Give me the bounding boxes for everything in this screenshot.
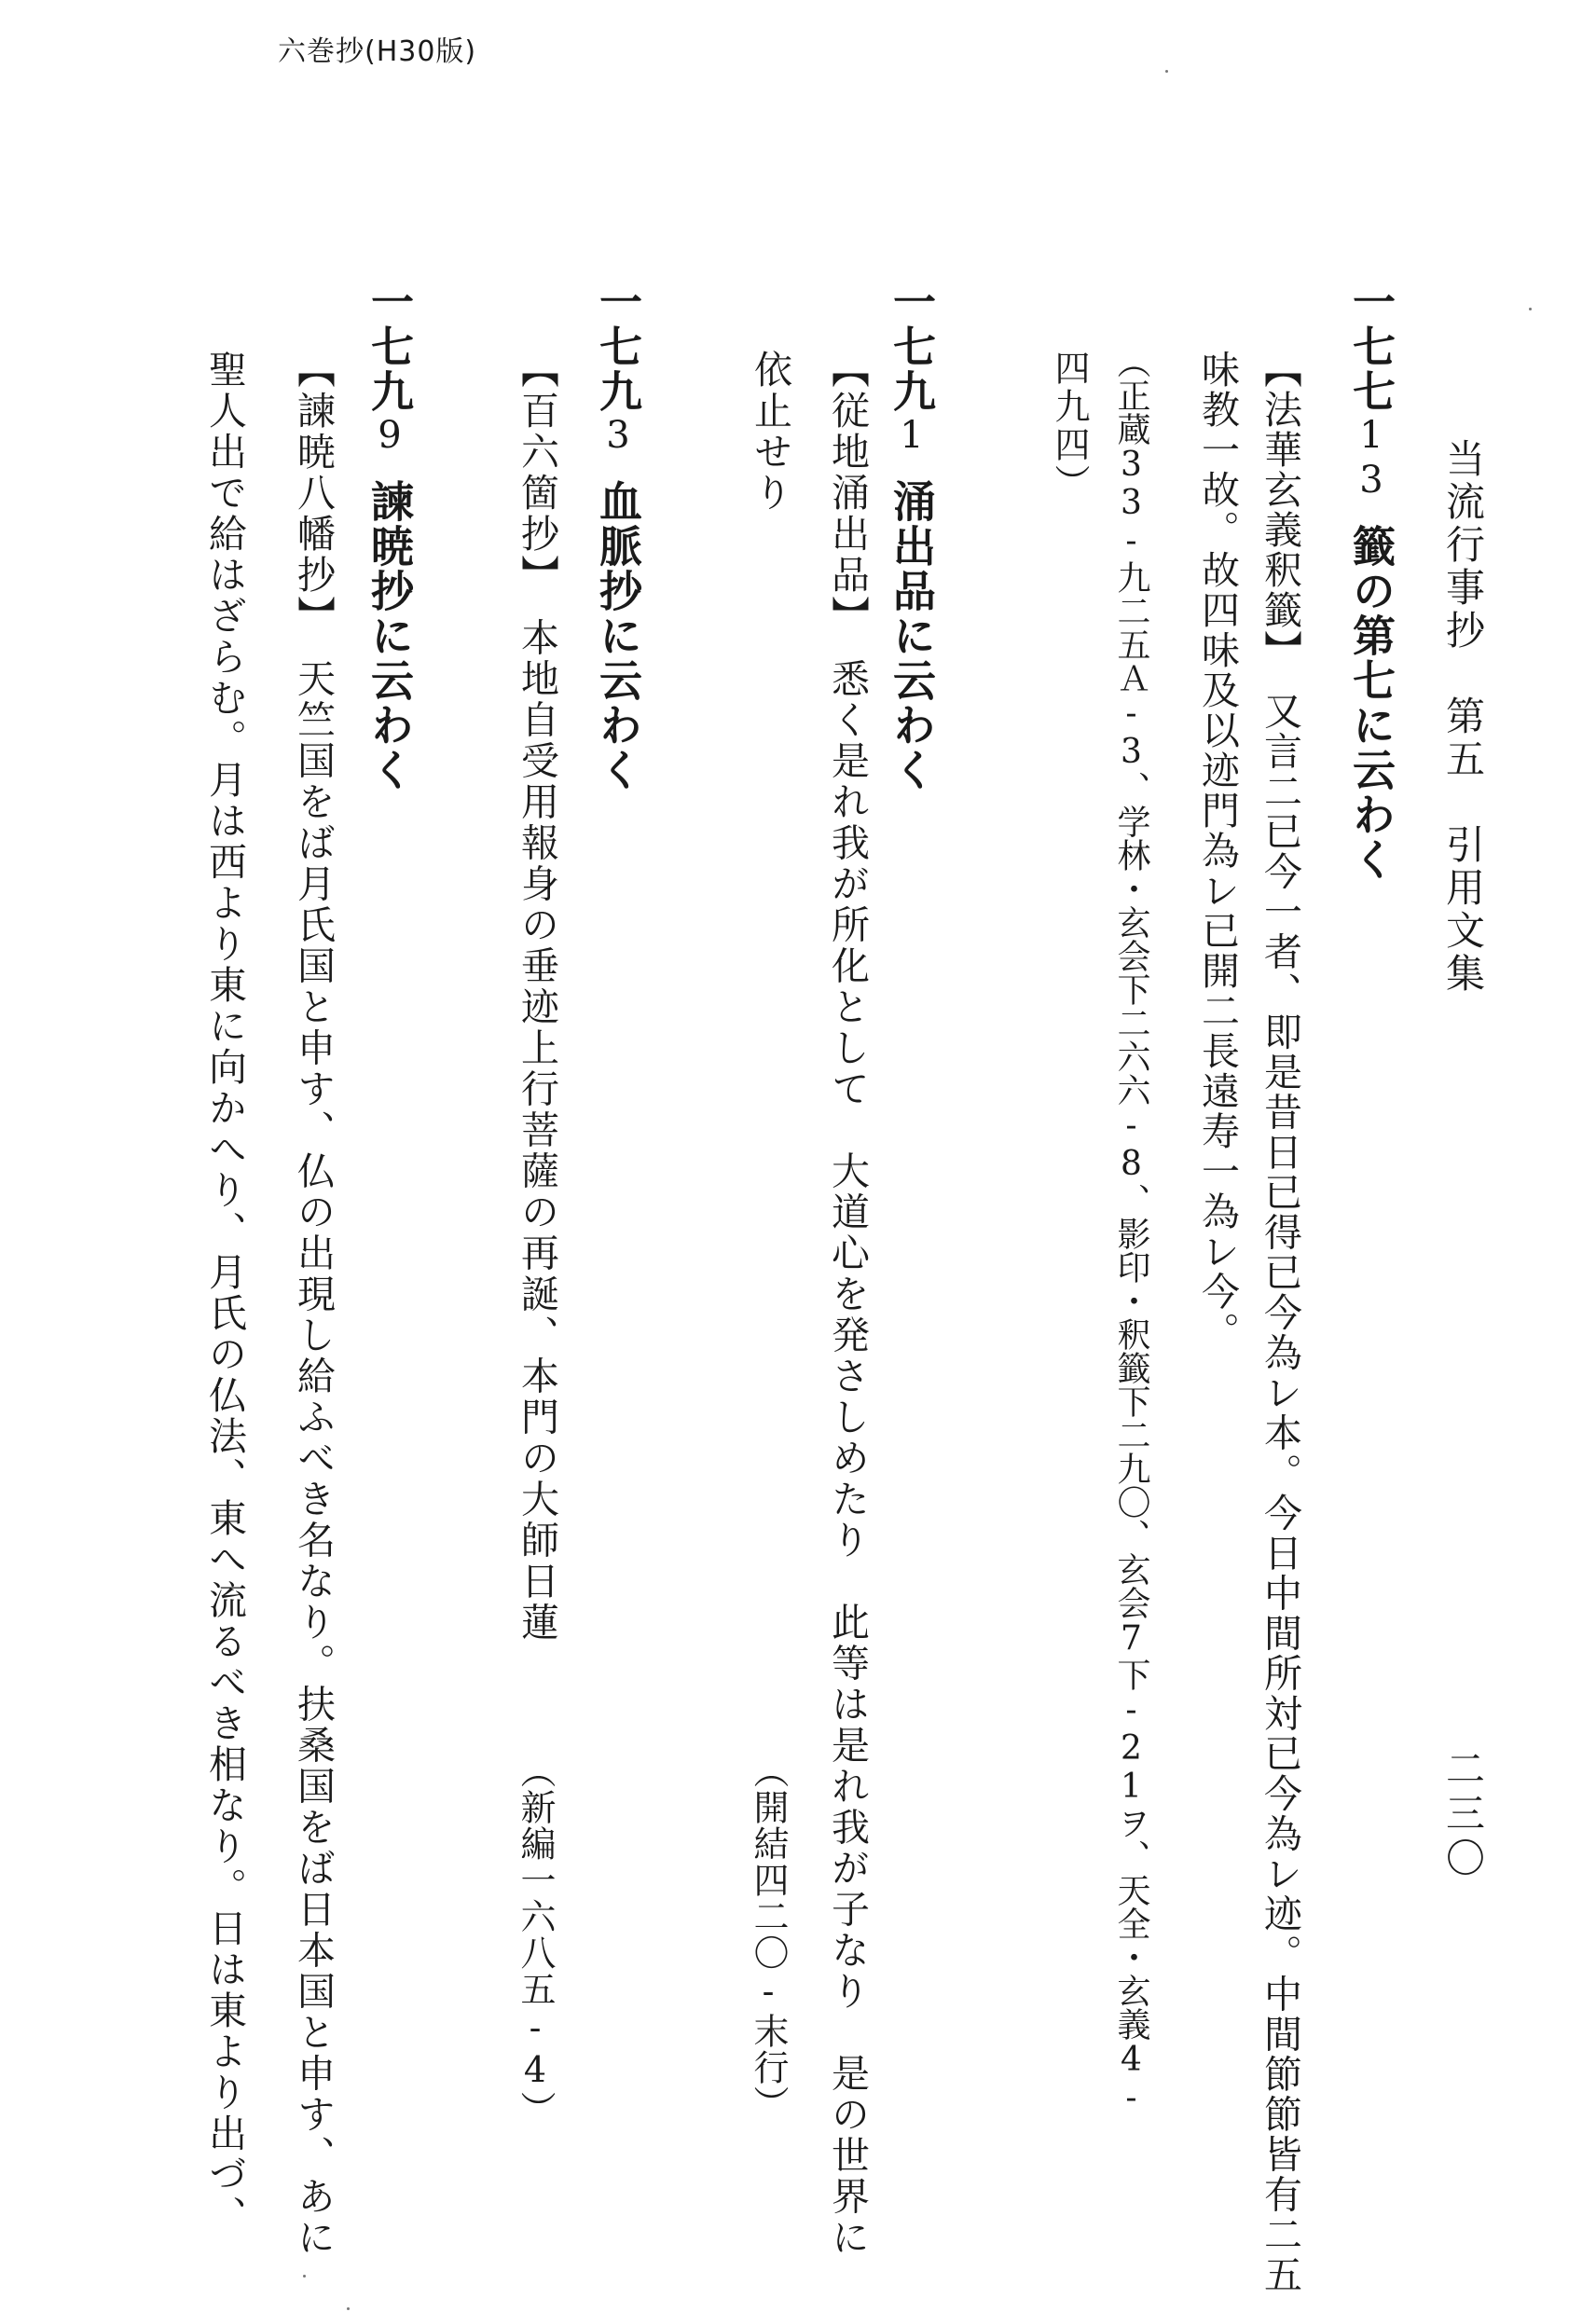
heading-sub: 1: [890, 414, 933, 459]
heading-sub: 3: [597, 414, 640, 459]
heading-text: 涌出品に云わく: [887, 479, 937, 792]
scan-speck: [347, 2307, 350, 2310]
heading-sub: 9: [368, 414, 411, 459]
section-heading: [593, 280, 643, 792]
body-line: 依止せり: [748, 350, 792, 514]
citation: （新編一六八五‐4）: [515, 1753, 556, 2127]
heading-text: 諫暁抄に云わく: [365, 479, 415, 792]
running-head: 当流行事抄 第五 引用文集: [1440, 438, 1486, 996]
section-heading: [1346, 280, 1396, 882]
citation: （開結四二〇‐末行）: [748, 1753, 789, 2122]
heading-text: 籤の第七に云わく: [1346, 524, 1396, 882]
book-title: 六巻抄(H30版): [278, 35, 477, 68]
page-number: 二三〇: [1440, 1748, 1486, 1882]
body-line: 【百六箇抄】 本地自受用報身の垂迹上行菩薩の再誕、本門の大師日蓮: [515, 350, 559, 1644]
heading-sub: 13: [1350, 414, 1393, 503]
heading-number: 一七七: [1346, 280, 1396, 414]
section-heading: [365, 280, 415, 792]
body-line: 【諫暁八幡抄】 天竺国をば月氏国と申す、仏の出現し給ふべき名なり。扶桑国をば日本国と申す、あに: [291, 350, 336, 2259]
heading-number: 一七九: [365, 280, 415, 414]
body-line: 【法華玄義釈籤】 又言二已今一者、即是昔日已得已今為レ本。今日中間所対已今為レ迹。中間節節皆有二五: [1258, 350, 1302, 2295]
heading-number: 一七九: [593, 280, 643, 414]
heading-text: 血脈抄に云わく: [593, 479, 643, 792]
section-heading: [887, 280, 937, 792]
citation-line: 四九四）: [1049, 350, 1090, 502]
body-line: 味教一故。故四味及以迹門為レ已開二長遠寿一為レ今。: [1195, 350, 1240, 1352]
body-line: 聖人出で給はざらむ。月は西より東に向かへり、月氏の仏法、東へ流るべき相なり。日は東より出づ、: [202, 350, 247, 2236]
scan-speck: [1165, 70, 1168, 73]
scan-speck: [303, 2275, 306, 2278]
scan-speck: [1529, 308, 1532, 310]
citation-line: （正蔵33‐九二五Ａ‐3、学林・玄会下二六六‐8、影印・釈籤下二九〇、玄会7下‐21ヲ、天全・玄義4‐: [1112, 345, 1150, 2117]
heading-number: 一七九: [887, 280, 937, 414]
body-line: 【従地涌出品】 悉く是れ我が所化として 大道心を発さしめたり 此等は是れ我が子なり 是の世界に: [825, 350, 870, 2259]
